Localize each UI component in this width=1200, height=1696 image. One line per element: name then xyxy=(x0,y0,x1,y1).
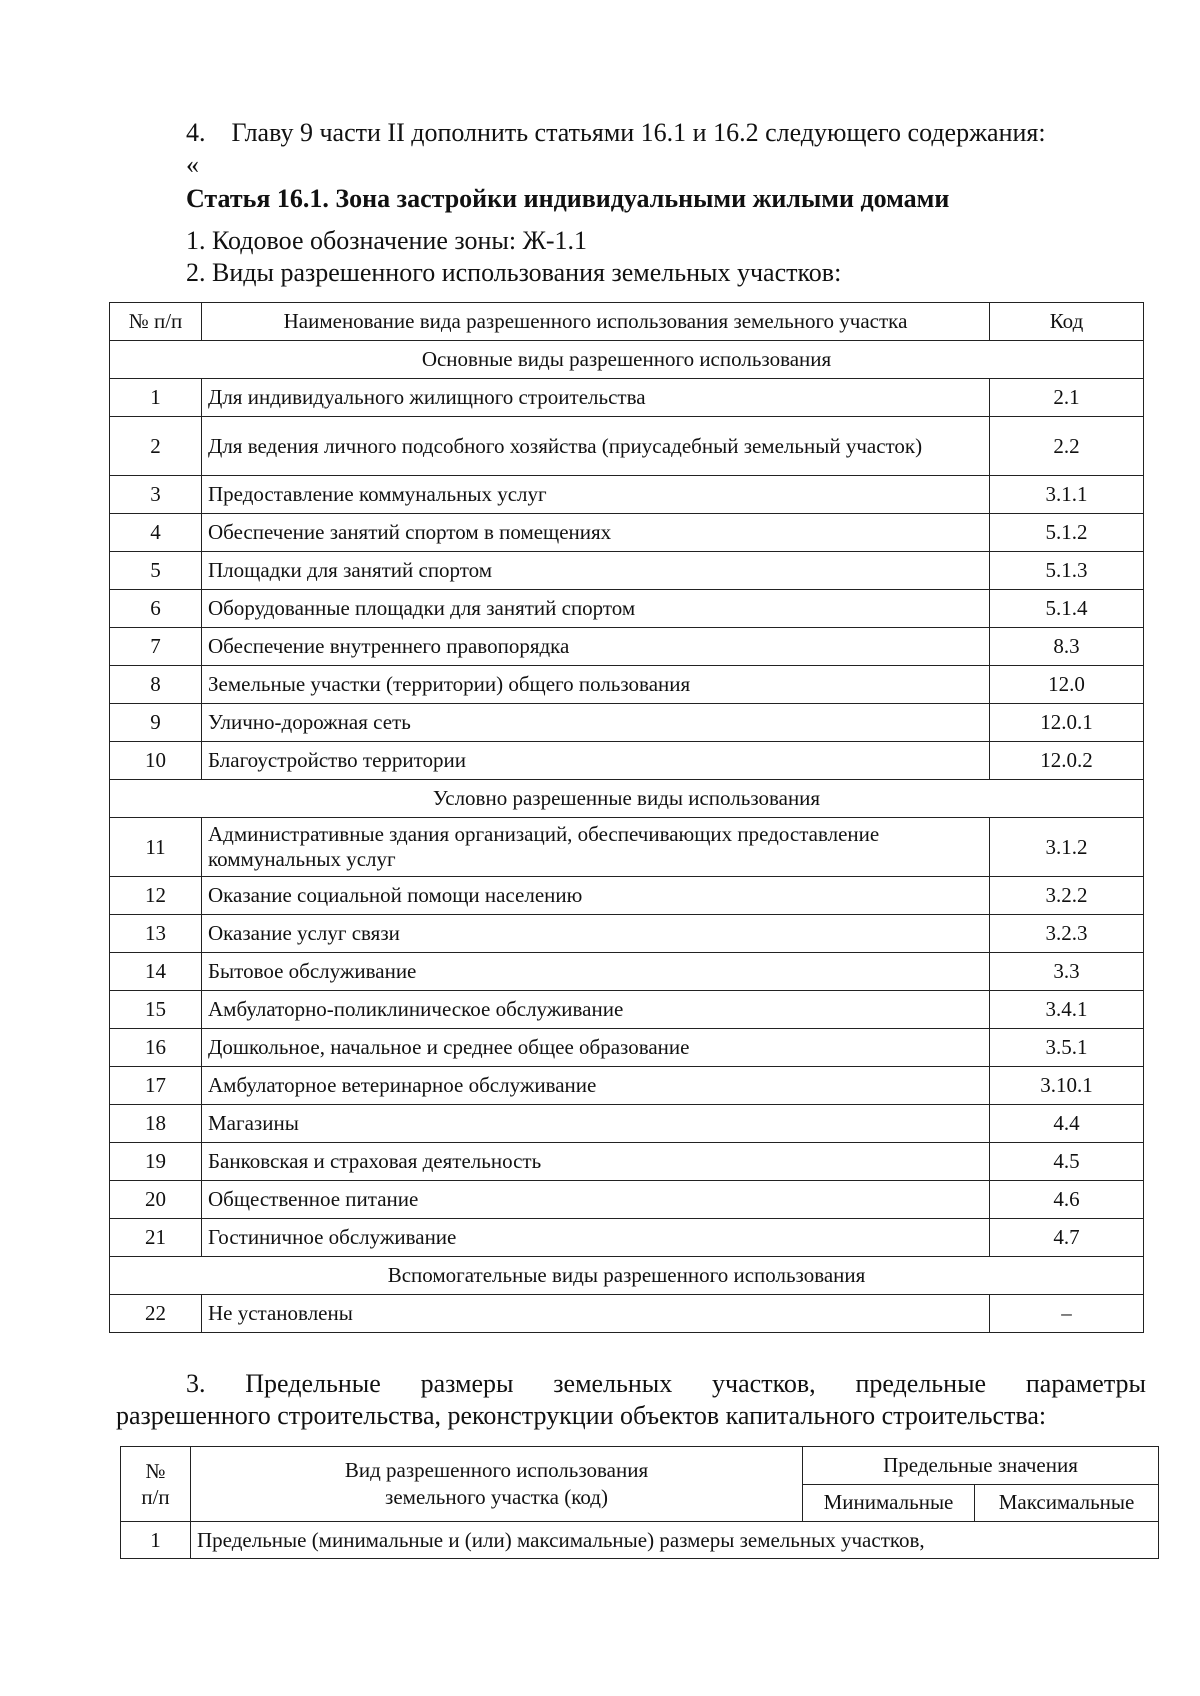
row-num: 1 xyxy=(110,379,202,417)
row-name: Гостиничное обслуживание xyxy=(202,1219,990,1257)
article-title: Статья 16.1. Зона застройки индивидуальными жилыми домами xyxy=(186,184,950,213)
section-title: Вспомогательные виды разрешенного использования xyxy=(110,1257,1144,1295)
table-row xyxy=(110,514,1144,552)
row-num: 17 xyxy=(110,1067,202,1105)
table-row xyxy=(110,1143,1144,1181)
row-num: 20 xyxy=(110,1181,202,1219)
section-row xyxy=(110,780,1144,818)
row-name: Площадки для занятий спортом xyxy=(202,552,990,590)
row-code: 5.1.3 xyxy=(990,552,1144,590)
row-code: 3.5.1 xyxy=(990,1029,1144,1067)
section-title: Условно разрешенные виды использования xyxy=(110,780,1144,818)
limits-col-max: Максимальные xyxy=(975,1484,1159,1522)
limits-col-values: Предельные значения xyxy=(803,1447,1159,1485)
row-name: Предоставление коммунальных услуг xyxy=(202,476,990,514)
row-code: 3.10.1 xyxy=(990,1067,1144,1105)
table-row xyxy=(110,915,1144,953)
table-row xyxy=(110,379,1144,417)
quote-open: « xyxy=(186,150,199,179)
table-row xyxy=(110,1105,1144,1143)
row-num: 16 xyxy=(110,1029,202,1067)
row-num: 3 xyxy=(110,476,202,514)
row-num: 14 xyxy=(110,953,202,991)
row-code: 3.4.1 xyxy=(990,991,1144,1029)
row-num: 10 xyxy=(110,742,202,780)
row-name: Оказание социальной помощи населению xyxy=(202,877,990,915)
point-3-line-1: 3. Предельные размеры земельных участков, предельные параметры xyxy=(186,1369,1146,1398)
row-name: Для индивидуального жилищного строительства xyxy=(202,379,990,417)
row-num: 22 xyxy=(110,1295,202,1333)
table-row xyxy=(110,1295,1144,1333)
table-row xyxy=(110,1181,1144,1219)
row-num: 8 xyxy=(110,666,202,704)
point-3 xyxy=(116,1368,1146,1432)
section-title: Основные виды разрешенного использования xyxy=(110,341,1144,379)
table-row xyxy=(110,552,1144,590)
row-code: 3.1.2 xyxy=(990,818,1144,877)
item-4: 4. Главу 9 части II дополнить статьями 16.1 и 16.2 следующего содержания: xyxy=(186,118,1046,147)
row-num: 5 xyxy=(110,552,202,590)
row-code: 12.0 xyxy=(990,666,1144,704)
table-row xyxy=(110,818,1144,877)
table-row xyxy=(110,991,1144,1029)
row-name: Дошкольное, начальное и среднее общее образование xyxy=(202,1029,990,1067)
section-row xyxy=(110,1257,1144,1295)
row-name: Бытовое обслуживание xyxy=(202,953,990,991)
row-num: 6 xyxy=(110,590,202,628)
row-name: Не установлены xyxy=(202,1295,990,1333)
row-num: 4 xyxy=(110,514,202,552)
row-num: 15 xyxy=(110,991,202,1029)
row-num: 21 xyxy=(110,1219,202,1257)
point-1: 1. Кодовое обозначение зоны: Ж-1.1 xyxy=(186,226,588,255)
row-code: 2.1 xyxy=(990,379,1144,417)
row-num: 12 xyxy=(110,877,202,915)
limits-table xyxy=(120,1446,1159,1559)
limits-col-kind: Вид разрешенного использования земельного участка (код) xyxy=(191,1447,803,1522)
row-name: Улично-дорожная сеть xyxy=(202,704,990,742)
limits-col-num: № п/п xyxy=(121,1447,191,1522)
col-header-name: Наименование вида разрешенного использования земельного участка xyxy=(202,303,990,341)
row-name: Обеспечение внутреннего правопорядка xyxy=(202,628,990,666)
row-name: Амбулаторное ветеринарное обслуживание xyxy=(202,1067,990,1105)
table-row xyxy=(110,742,1144,780)
table-row xyxy=(110,1219,1144,1257)
row-name: Банковская и страховая деятельность xyxy=(202,1143,990,1181)
row-code: 4.4 xyxy=(990,1105,1144,1143)
row-code: 12.0.1 xyxy=(990,704,1144,742)
row-code: 12.0.2 xyxy=(990,742,1144,780)
table-row xyxy=(110,704,1144,742)
table-row xyxy=(110,590,1144,628)
row-num: 13 xyxy=(110,915,202,953)
permitted-use-table xyxy=(109,302,1144,1333)
col-header-code: Код xyxy=(990,303,1144,341)
row-code: 4.6 xyxy=(990,1181,1144,1219)
row-name: Для ведения личного подсобного хозяйства (приусадебный земельный участок) xyxy=(202,417,990,476)
section-row xyxy=(110,341,1144,379)
row-name: Административные здания организаций, обеспечивающих предоставление коммунальных услуг xyxy=(202,818,990,877)
row-code: 3.2.3 xyxy=(990,915,1144,953)
row-code: 5.1.4 xyxy=(990,590,1144,628)
row-name: Оборудованные площадки для занятий спортом xyxy=(202,590,990,628)
row-code: 3.1.1 xyxy=(990,476,1144,514)
table-row xyxy=(110,476,1144,514)
row-name: Оказание услуг связи xyxy=(202,915,990,953)
table-row xyxy=(110,877,1144,915)
row-num: 2 xyxy=(110,417,202,476)
row-code: 4.5 xyxy=(990,1143,1144,1181)
row-num: 19 xyxy=(110,1143,202,1181)
row-code: 5.1.2 xyxy=(990,514,1144,552)
row-num: 9 xyxy=(110,704,202,742)
row-code: 2.2 xyxy=(990,417,1144,476)
limits-row-num: 1 xyxy=(121,1522,191,1559)
row-code: 8.3 xyxy=(990,628,1144,666)
row-num: 7 xyxy=(110,628,202,666)
row-name: Благоустройство территории xyxy=(202,742,990,780)
point-3-line-2: разрешенного строительства, реконструкции объектов капитального строительства: xyxy=(116,1401,1047,1430)
table-row xyxy=(110,1029,1144,1067)
row-num: 11 xyxy=(110,818,202,877)
table-row xyxy=(110,417,1144,476)
point-2: 2. Виды разрешенного использования земельных участков: xyxy=(186,258,842,287)
limits-col-min: Минимальные xyxy=(803,1484,975,1522)
row-name: Магазины xyxy=(202,1105,990,1143)
col-header-num: № п/п xyxy=(110,303,202,341)
row-num: 18 xyxy=(110,1105,202,1143)
row-code: 4.7 xyxy=(990,1219,1144,1257)
row-name: Общественное питание xyxy=(202,1181,990,1219)
row-code: 3.2.2 xyxy=(990,877,1144,915)
row-name: Земельные участки (территории) общего пользования xyxy=(202,666,990,704)
row-code: – xyxy=(990,1295,1144,1333)
table-row xyxy=(110,953,1144,991)
table-row xyxy=(110,1067,1144,1105)
row-code: 3.3 xyxy=(990,953,1144,991)
limits-row-text: Предельные (минимальные и (или) максимальные) размеры земельных участков, xyxy=(191,1522,1159,1559)
table-row xyxy=(110,666,1144,704)
table-row xyxy=(110,628,1144,666)
row-name: Амбулаторно-поликлиническое обслуживание xyxy=(202,991,990,1029)
row-name: Обеспечение занятий спортом в помещениях xyxy=(202,514,990,552)
